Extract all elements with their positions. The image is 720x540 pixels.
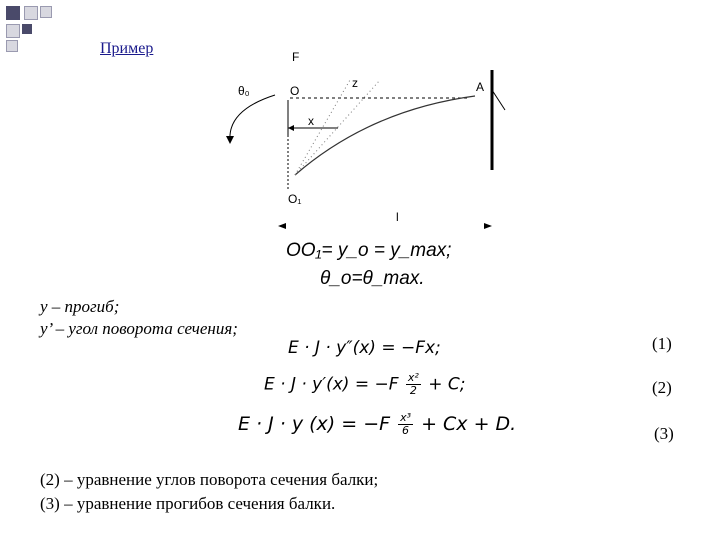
label-F: F [292, 50, 300, 64]
equation-2-denominator: 2 [409, 384, 417, 397]
label-l: l [396, 210, 399, 224]
equation-number-2: (2) [652, 378, 672, 397]
equation-number-3: (3) [654, 424, 674, 443]
label-theta0: θ₀ [238, 84, 250, 98]
beam-diagram-svg [220, 40, 520, 240]
condition-angle: θ_o=θ_max. [320, 268, 425, 289]
equation-2-fraction [406, 372, 421, 397]
equation-3-denominator: 6 [402, 424, 410, 437]
equation-1: E · J · y″(x) = −Fx; [288, 338, 441, 358]
equation-2 [264, 372, 465, 397]
theta-arc [230, 95, 275, 140]
equation-3-numerator: x³ [400, 411, 412, 424]
equation-3-left: E · J · y (x) = −F [238, 413, 391, 435]
example-link[interactable]: Пример [100, 40, 154, 57]
equation-2-right: + C; [428, 374, 466, 395]
definitions [40, 296, 238, 340]
equation-3 [238, 412, 516, 437]
equation-2-numerator: x² [407, 371, 419, 384]
l-arrow-left [278, 223, 286, 229]
x-arrow-left [288, 125, 294, 131]
equation-3-right: + Cx + D. [421, 413, 517, 435]
deflected-beam [295, 96, 475, 175]
condition-deflection: OO₁= y_o = y_max; [286, 240, 452, 261]
footer-note-3: (3) – уравнение прогибов сечения балки. [40, 494, 336, 513]
theta-arrowhead [226, 136, 234, 144]
equation-number-1: (1) [652, 334, 672, 353]
label-A: A [476, 80, 485, 94]
support-hatch [492, 90, 505, 110]
footer-note-2: (2) – уравнение углов поворота сечения балки; [40, 470, 379, 489]
l-arrow-right [484, 223, 492, 229]
footer-notes [40, 468, 378, 516]
definition-angle: y’ – угол поворота сечения; [40, 319, 238, 338]
label-x: x [308, 114, 314, 128]
equation-2-left: E · J · y′(x) = −F [264, 374, 399, 395]
definition-deflection: y – прогиб; [40, 297, 120, 316]
equation-3-fraction [398, 412, 413, 437]
beam-diagram [220, 40, 520, 240]
label-O1: O₁ [288, 192, 302, 206]
label-O: O [290, 84, 300, 98]
label-z: z [352, 76, 358, 90]
